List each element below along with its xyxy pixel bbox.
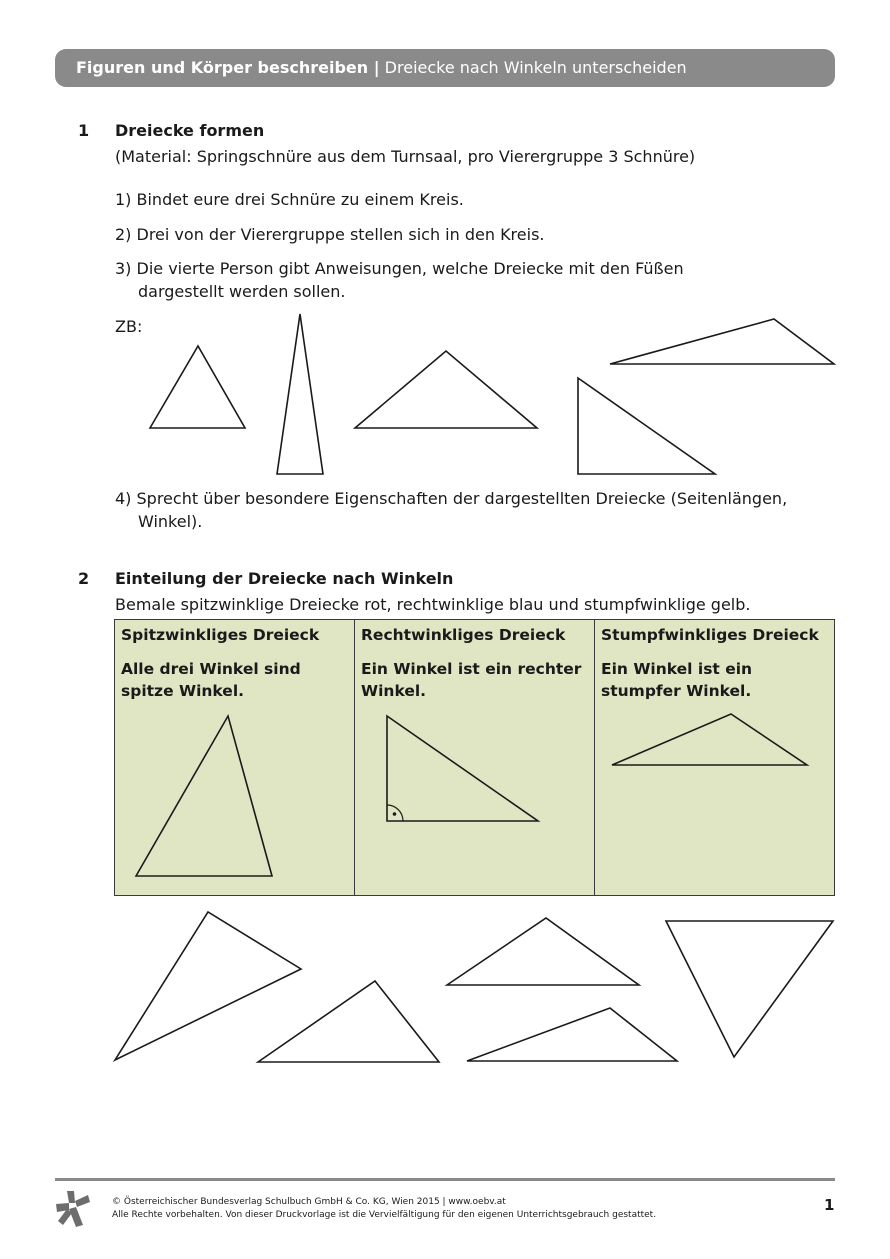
cell-obtuse-heading: Stumpfwinkliges Dreieck <box>601 626 819 644</box>
task2-title: Einteilung der Dreiecke nach Winkeln <box>115 569 454 588</box>
task1-number: 1 <box>78 121 90 140</box>
cell-right-def-2: Winkel. <box>361 682 427 700</box>
header-topic: Figuren und Körper beschreiben | <box>76 58 380 77</box>
coloring-triangle-1[interactable] <box>115 912 301 1060</box>
coloring-triangle-4[interactable] <box>467 1008 677 1061</box>
task1-step3: 3) Die vierte Person gibt Anweisungen, welche Dreiecke mit den Füßen <box>115 259 684 278</box>
table-triangle-obtuse <box>612 714 807 765</box>
task2-number: 2 <box>78 569 90 588</box>
example-label: ZB: <box>115 317 143 336</box>
table-triangle-acute <box>136 716 272 876</box>
footer-text <box>112 1196 656 1222</box>
task1-step1: 1) Bindet eure drei Schnüre zu einem Kreis. <box>115 190 464 209</box>
publisher-logo <box>55 1189 91 1229</box>
coloring-triangle-5[interactable] <box>666 921 833 1057</box>
task1-material: (Material: Springschnüre aus dem Turnsaal, pro Vierergruppe 3 Schnüre) <box>115 147 696 166</box>
coloring-triangle-3[interactable] <box>447 918 639 985</box>
table-triangle-right <box>387 716 538 821</box>
cell-right-heading: Rechtwinkliges Dreieck <box>361 626 566 644</box>
cell-acute-def-1: Alle drei Winkel sind <box>121 660 301 678</box>
cell-obtuse-def-1: Ein Winkel ist ein <box>601 660 753 678</box>
footer-copyright: © Österreichischer Bundesverlag Schulbuch GmbH & Co. KG, Wien 2015 | www.oebv.at <box>112 1197 506 1207</box>
cell-acute-heading: Spitzwinkliges Dreieck <box>121 626 320 644</box>
task2-instruction: Bemale spitzwinklige Dreiecke rot, rechtwinklige blau und stumpfwinklige gelb. <box>115 595 751 614</box>
cell-right-def-1: Ein Winkel ist ein rechter <box>361 660 582 678</box>
task1-title: Dreiecke formen <box>115 121 265 140</box>
header-subtopic: Dreiecke nach Winkeln unterscheiden <box>384 58 687 77</box>
task1-step4: 4) Sprecht über besondere Eigenschaften der dargestellten Dreiecke (Seitenlängen, <box>115 489 788 508</box>
cell-obtuse-def-2: stumpfer Winkel. <box>601 682 752 700</box>
task1-step3-cont: dargestellt werden sollen. <box>138 282 346 301</box>
task1-step2: 2) Drei von der Vierergruppe stellen sich in den Kreis. <box>115 225 545 244</box>
footer-rights: Alle Rechte vorbehalten. Von dieser Druckvorlage ist die Vervielfältigung für den eigenen Unterrichtsgebrauch gestattet. <box>112 1210 657 1220</box>
right-angle-dot <box>393 812 397 816</box>
task1-step4-cont: Winkel). <box>138 512 203 531</box>
coloring-triangle-2[interactable] <box>258 981 439 1062</box>
cell-acute-def-2: spitze Winkel. <box>121 682 245 700</box>
footer-rule <box>55 1178 835 1181</box>
page-number: 1 <box>824 1196 835 1214</box>
